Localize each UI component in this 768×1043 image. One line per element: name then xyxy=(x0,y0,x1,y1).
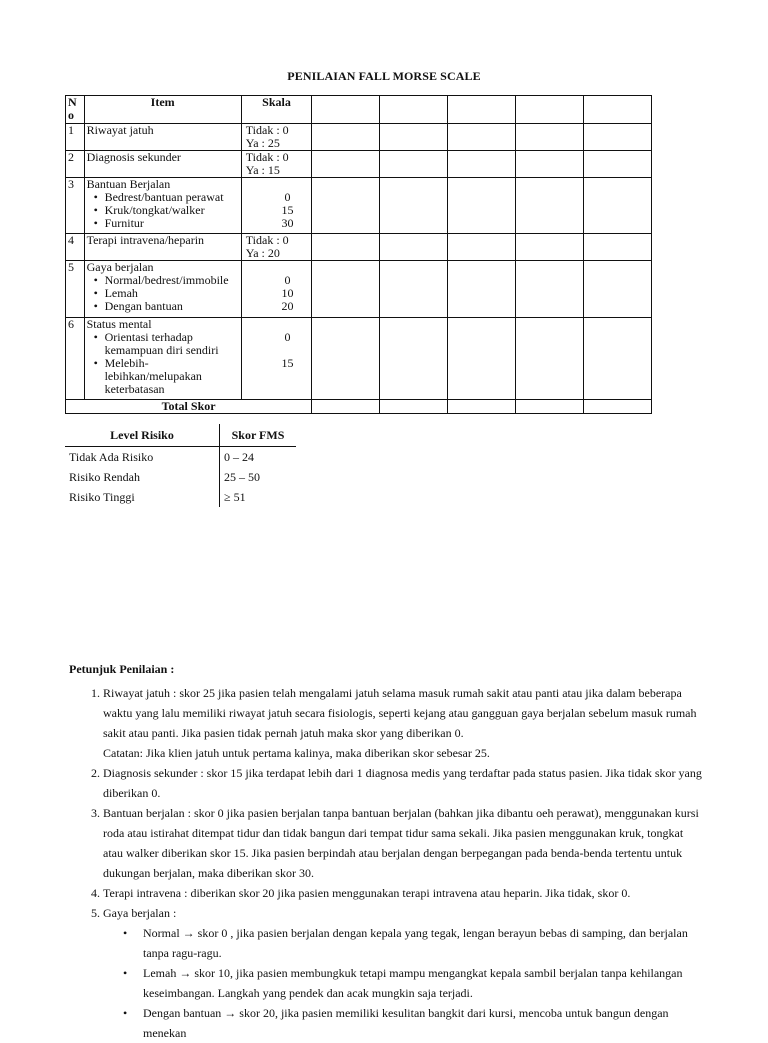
guide-heading: Petunjuk Penilaian : xyxy=(69,662,175,676)
table-row: 4 Terapi intravena/heparin Tidak : 0 Ya : 20 xyxy=(66,234,652,261)
guide-list xyxy=(65,683,705,1043)
guide-note: Catatan: Jika klien jatuh untuk pertama kalinya, maka diberikan skor sebesar 25. xyxy=(103,746,490,760)
list-item: 5. Gaya berjalan : • Normal → skor 0 , jika pasien berjalan dengan kepala yang tegak, lengan berayun bebas di samping, dan berjalan tanpa ragu-ragu. • Lemah → skor 10, jika pasien membungkuk tetapi mampu mengangkat kepala sambil berjalan tanpa kehilangan keseimbangan. Langkah yang pendek dan acak mungkin saja terjadi. • Dengan bantuan → skor 20, jika pasien memiliki kesulitan bangkit dari kursi, mencoba untuk bangun dengan menekan xyxy=(103,903,705,1043)
risk-level-table xyxy=(65,424,296,507)
risk-header-level: Level Risiko xyxy=(65,424,220,447)
col-header-item: Item xyxy=(84,96,241,124)
col-header-skala: Skala xyxy=(241,96,311,124)
list-item: • Lemah → skor 10, jika pasien membungkuk tetapi mampu mengangkat kepala sambil berjalan tanpa kehilangan keseimbangan. Langkah yang pendek dan acak mungkin saja terjadi. xyxy=(123,963,705,1003)
list-item: • Normal → skor 0 , jika pasien berjalan dengan kepala yang tegak, lengan berayun bebas di samping, dan berjalan tanpa ragu-ragu. xyxy=(123,923,705,963)
table-row: 1 Riwayat jatuh Tidak : 0 Ya : 25 xyxy=(66,124,652,151)
list-item: 1. Riwayat jatuh : skor 25 jika pasien telah mengalami jatuh selama masuk rumah sakit atau panti atau jika dalam beberapa waktu yang lalu memiliki riwayat jatuh secara fisiologis, seperti kejang atau gangguan gaya berjalan sebelum masuk rumah sakit atau panti. Jika pasien tidak pernah jatuh maka skor yang diberikan 0. Catatan: Jika klien jatuh untuk pertama kalinya, maka diberikan skor sebesar 25. xyxy=(103,683,705,763)
total-row xyxy=(66,400,652,414)
total-score-label: Total Skor xyxy=(66,400,312,414)
table-row: 6 Status mental • Orientasi terhadap kemampuan diri sendiri • Melebih-lebihkan/melupakan keterbatasan 0 15 xyxy=(66,318,652,400)
assessment-guide xyxy=(65,662,705,1043)
col-header-no: N o xyxy=(66,96,85,124)
table-row: Tidak Ada Risiko 0 – 24 xyxy=(65,447,296,468)
table-row: 3 Bantuan Berjalan • Bedrest/bantuan perawat • Kruk/tongkat/walker • Furnitur 0 15 30 xyxy=(66,178,652,234)
table-row: 5 Gaya berjalan • Normal/bedrest/immobile • Lemah • Dengan bantuan 0 10 20 xyxy=(66,261,652,318)
list-item: 3. Bantuan berjalan : skor 0 jika pasien berjalan tanpa bantuan berjalan (bahkan jika dibantu oeh perawat), menggunakan kursi roda atau istirahat ditempat tidur dan tidak bangun dari tempat tidur sama sekali. Jika pasien menggunakan kruk, tongkat atau walker diberikan skor 15. Jika pasien berpindah atau berjalan dengan berpegangan pada benda-benda tertentu untuk dukungan berjalan, maka diberikan skor 30. xyxy=(103,803,705,883)
table-row: 2 Diagnosis sekunder Tidak : 0 Ya : 15 xyxy=(66,151,652,178)
table-row: Risiko Tinggi ≥ 51 xyxy=(65,487,296,507)
fall-morse-table xyxy=(65,95,652,414)
page-title: PENILAIAN FALL MORSE SCALE xyxy=(287,69,481,83)
risk-header-score: Skor FMS xyxy=(220,424,297,447)
list-item: 2. Diagnosis sekunder : skor 15 jika terdapat lebih dari 1 diagnosa medis yang terdaftar pada status pasien. Jika tidak skor yang diberikan 0. xyxy=(103,763,705,803)
list-item: • Dengan bantuan → skor 20, jika pasien memiliki kesulitan bangkit dari kursi, mencoba untuk bangun dengan menekan xyxy=(123,1003,705,1043)
list-item: 4. Terapi intravena : diberikan skor 20 jika pasien menggunakan terapi intravena atau heparin. Jika tidak, skor 0. xyxy=(103,883,705,903)
table-header-row xyxy=(66,96,652,124)
gait-list xyxy=(103,923,705,1043)
table-row: Risiko Rendah 25 – 50 xyxy=(65,467,296,487)
